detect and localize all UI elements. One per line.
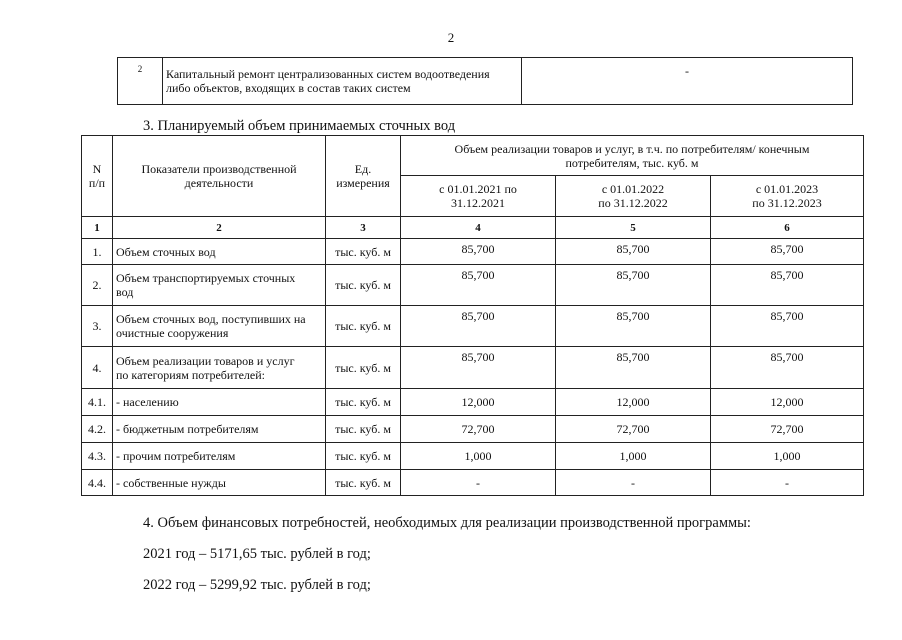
row-name-line: по категориям потребителей: [116, 367, 265, 382]
row-name-line: вод [116, 285, 134, 299]
header-text: п/п [88, 176, 106, 190]
header-text: потребителям, тыс. куб. м [565, 155, 699, 170]
row-value: 72,700 [711, 416, 864, 443]
row-name-line: - населению [116, 395, 179, 409]
row-description-line: Капитальный ремонт централизованных систем водоотведения [166, 67, 490, 81]
row-unit: тыс. куб. м [326, 389, 401, 416]
row-value: 85,700 [556, 347, 711, 389]
row-value: 72,700 [401, 416, 556, 443]
row-num: 2. [82, 265, 113, 306]
header-text: Ед. [354, 162, 372, 176]
row-value: - [556, 470, 711, 496]
row-value: 12,000 [401, 389, 556, 416]
row-name-line: очистные сооружения [116, 326, 229, 340]
row-value: 85,700 [401, 306, 556, 347]
row-value: 85,700 [711, 265, 864, 306]
row-name-line: Объем реализации товаров и услуг [116, 353, 295, 368]
row-description-line: либо объектов, входящих в состав таких систем [166, 81, 411, 95]
header-period [556, 176, 711, 217]
header-text: измерения [336, 176, 390, 190]
header-text: с 01.01.2022 [601, 182, 665, 196]
row-name-line: Объем транспортируемых сточных [116, 271, 296, 285]
header-text: по 31.12.2023 [752, 196, 822, 210]
row-value: - [711, 470, 864, 496]
row-value: 85,700 [711, 347, 864, 389]
table-row [82, 389, 864, 416]
table-row [82, 347, 864, 389]
row-description [163, 58, 522, 105]
row-num: 4.2. [82, 416, 113, 443]
row-value: 85,700 [711, 306, 864, 347]
row-value: 1,000 [711, 443, 864, 470]
table-row [82, 416, 864, 443]
row-value: - [522, 58, 853, 105]
row-num: 4.1. [82, 389, 113, 416]
row-value: 85,700 [401, 347, 556, 389]
column-number: 1 [82, 217, 113, 239]
row-num: 4.4. [82, 470, 113, 496]
table-row [82, 239, 864, 265]
row-name [113, 470, 326, 496]
column-number-row [82, 217, 864, 239]
table-row [82, 306, 864, 347]
header-period [711, 176, 864, 217]
table-header-row [82, 136, 864, 176]
row-name [113, 416, 326, 443]
row-name-line: - собственные нужды [116, 475, 226, 490]
header-text: с 01.01.2023 [755, 182, 819, 196]
header-num [82, 136, 113, 217]
row-name [113, 389, 326, 416]
row-value: - [401, 470, 556, 496]
row-name [113, 265, 326, 306]
row-name-line: Объем сточных вод, поступивших на [116, 312, 306, 326]
wastewater-volume-table [81, 135, 864, 496]
row-name [113, 443, 326, 470]
row-name [113, 347, 326, 389]
row-value: 12,000 [711, 389, 864, 416]
table-row [82, 443, 864, 470]
column-number: 4 [401, 217, 556, 239]
capital-repair-table [117, 57, 853, 105]
header-volume [401, 136, 864, 176]
section-3-title: 3. Планируемый объем принимаемых сточных вод [143, 118, 456, 134]
header-indicator [113, 136, 326, 217]
header-text: с 01.01.2021 по [439, 182, 517, 196]
column-number: 3 [326, 217, 401, 239]
row-value: 85,700 [556, 239, 711, 265]
row-name-line: - бюджетным потребителям [116, 422, 259, 436]
row-num: 3. [82, 306, 113, 347]
row-unit: тыс. куб. м [326, 265, 401, 306]
row-num: 4.3. [82, 443, 113, 470]
header-text: по 31.12.2022 [598, 196, 668, 210]
column-number: 6 [711, 217, 864, 239]
column-number: 5 [556, 217, 711, 239]
row-value: 72,700 [556, 416, 711, 443]
header-text: 31.12.2021 [451, 196, 505, 210]
row-unit: тыс. куб. м [326, 306, 401, 347]
row-value: 85,700 [711, 239, 864, 265]
row-value: 1,000 [556, 443, 711, 470]
financial-line-2022: 2022 год – 5299,92 тыс. рублей в год; [143, 577, 371, 593]
row-value: 12,000 [556, 389, 711, 416]
row-number: 2 [118, 58, 163, 105]
row-unit: тыс. куб. м [326, 239, 401, 265]
row-num: 1. [82, 239, 113, 265]
header-text: N [92, 162, 102, 176]
row-unit: тыс. куб. м [326, 347, 401, 389]
row-value: 85,700 [556, 306, 711, 347]
row-value: 85,700 [401, 265, 556, 306]
row-unit: тыс. куб. м [326, 416, 401, 443]
header-text: Объем реализации товаров и услуг, в т.ч. по потребителям/ конечным [454, 141, 810, 156]
row-name [113, 239, 326, 265]
column-number: 2 [113, 217, 326, 239]
row-name-line: Объем сточных вод [116, 244, 216, 259]
section-4-title: 4. Объем финансовых потребностей, необходимых для реализации производственной программы: [143, 515, 751, 531]
row-unit: тыс. куб. м [326, 470, 401, 496]
table-row [82, 470, 864, 496]
row-name [113, 306, 326, 347]
table-row [82, 265, 864, 306]
row-unit: тыс. куб. м [326, 443, 401, 470]
row-value: 85,700 [401, 239, 556, 265]
header-period [401, 176, 556, 217]
header-unit [326, 136, 401, 217]
page-number: 2 [447, 30, 455, 45]
row-name-line: - прочим потребителям [116, 449, 236, 463]
financial-line-2021: 2021 год – 5171,65 тыс. рублей в год; [143, 546, 371, 562]
row-value: 85,700 [556, 265, 711, 306]
header-text: Показатели производственной [141, 162, 297, 176]
row-value: 1,000 [401, 443, 556, 470]
table-row [118, 58, 853, 105]
row-num: 4. [82, 347, 113, 389]
header-text: деятельности [184, 176, 254, 190]
